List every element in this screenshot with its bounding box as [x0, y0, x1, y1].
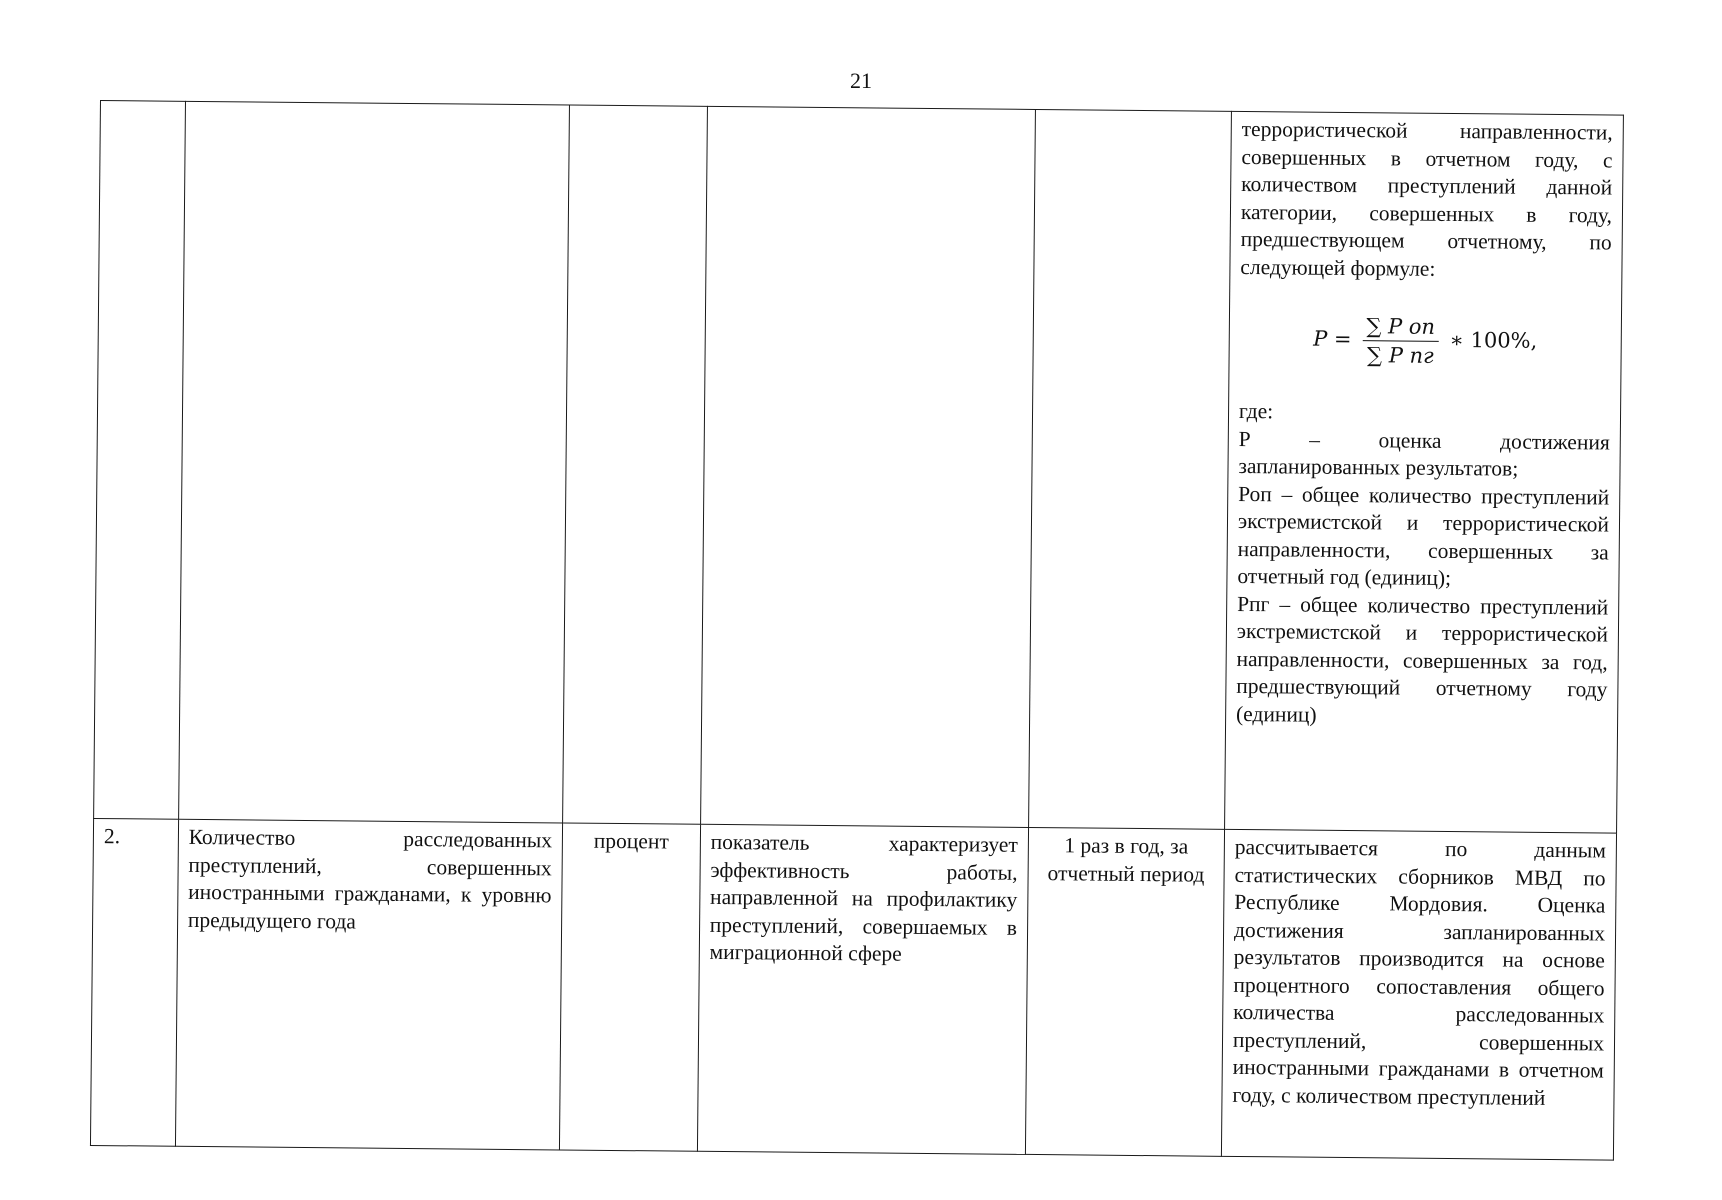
table-row	[90, 818, 1616, 1160]
cell-number	[94, 101, 186, 820]
cell-unit: процент	[560, 823, 701, 1151]
formula-lhs: P =	[1313, 326, 1352, 352]
cell-method	[1224, 111, 1623, 833]
formula-denominator: ∑ P пг	[1367, 343, 1434, 368]
where-label: где:	[1238, 398, 1274, 424]
method-text-continued: террористической направленности, совершенных в отчетном году, с количеством преступлений данной категории, совершенных в году, предшествующем отчетному, по следующей формуле:	[1240, 116, 1613, 281]
cell-name: Количество расследованных преступлений, совершенных иностранными гражданами, к уровню предыдущего года	[175, 819, 562, 1150]
legend-item: Роп – общее количество преступлений экстремистской и террористической направленности, совершенных за отчетный год (единиц);	[1237, 481, 1610, 590]
indicators-table	[90, 100, 1624, 1161]
cell-name	[178, 101, 569, 823]
cell-number: 2.	[90, 818, 178, 1146]
cell-frequency	[1028, 109, 1231, 829]
formula-tail: ∗ 100%,	[1449, 327, 1538, 353]
cell-description: показатель характеризует эффективность работы, направленной на профилактику преступлений, совершаемых в миграционной сфере	[697, 824, 1028, 1154]
formula	[1239, 311, 1611, 372]
cell-description	[700, 106, 1035, 827]
formula-numerator: ∑ P оп	[1362, 312, 1439, 342]
cell-unit	[563, 105, 708, 824]
legend-item: Р – оценка достижения запланированных результатов;	[1238, 426, 1610, 481]
cell-frequency: 1 раз в год, за отчетный период	[1025, 827, 1224, 1156]
table-row	[94, 101, 1624, 834]
cell-method: рассчитывается по данным статистических сборников МВД по Республике Мордовия. Оценка достижения запланированных результатов производится на основе процентного сопоставления общего количества расследованных преступлений, совершенных иностранными гражданами в отчетном году, с количеством преступлений	[1221, 829, 1616, 1160]
formula-fraction	[1362, 312, 1439, 370]
page-number: 21	[850, 68, 872, 93]
legend-item: Рпг – общее количество преступлений экстремистской и террористической направленности, совершенных за год, предшествующий отчетному году (единиц)	[1235, 591, 1609, 727]
